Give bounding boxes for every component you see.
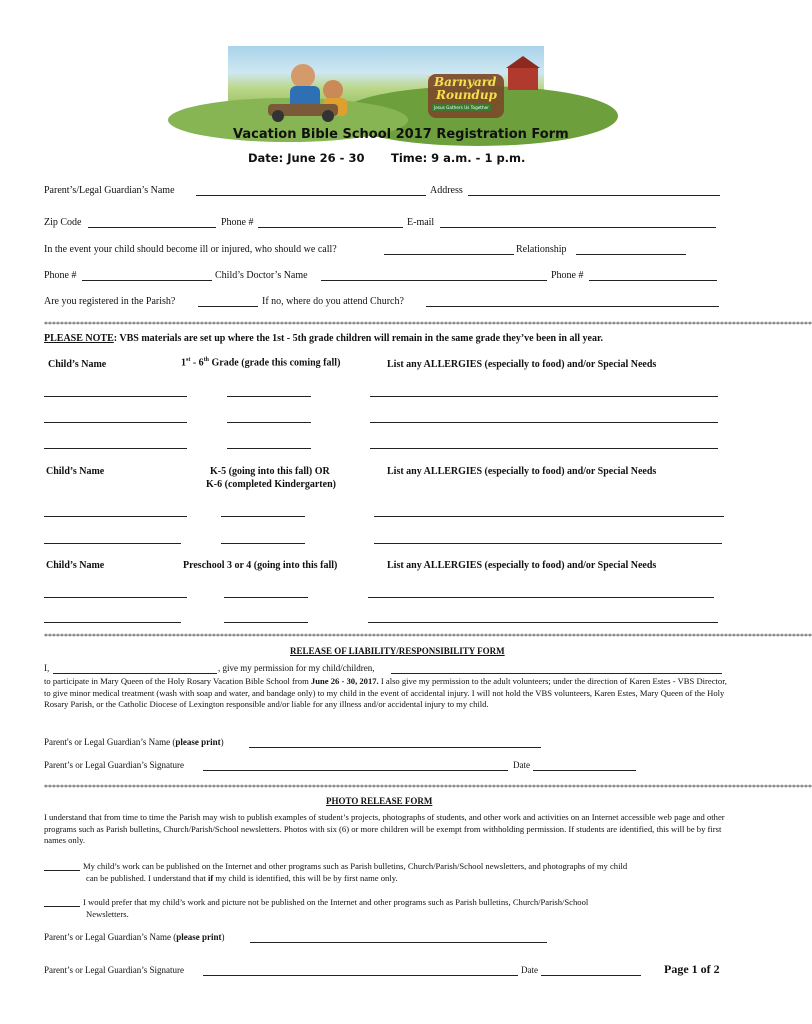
separator-stars: ************************************************************************************************************************************************************************************************: [44, 783, 812, 792]
release-date-label: Date: [513, 760, 530, 770]
release-sig-label: Parent’s or Legal Guardian’s Signature: [44, 760, 184, 770]
note-text: : VBS materials are set up where the 1st - 5th grade children will remain in the same grade they’ve been in all year.: [113, 333, 603, 344]
s1-child-2[interactable]: [44, 422, 187, 423]
photo-date-label: Date: [521, 965, 538, 975]
s1-grade-label: [181, 357, 340, 368]
event-time: Time: 9 a.m. - 1 p.m.: [391, 151, 526, 165]
zip-field[interactable]: [88, 227, 216, 228]
parent-name-label: Parent’s/Legal Guardian’s Name: [44, 185, 175, 196]
address-label: Address: [430, 185, 463, 196]
photo-date-field[interactable]: [541, 975, 641, 976]
s1-child-label: Child’s Name: [48, 359, 107, 370]
s3-child-2[interactable]: [44, 622, 181, 623]
s2-grade-2[interactable]: [221, 543, 305, 544]
s3-grade-2[interactable]: [224, 622, 308, 623]
photo-option2-a: I would prefer that my child’s work and picture not be published on the Internet and other programs such as Parish bulletins, Church/Parish/School: [83, 897, 589, 907]
release-para-a: to participate in Mary Queen of the Holy Rosary Vacation Bible School from: [44, 676, 311, 686]
photo-title: PHOTO RELEASE FORM: [326, 796, 433, 806]
rn-pre: Parent's or Legal Guardian’s Name (: [44, 737, 176, 747]
s3-child-label: Child’s Name: [46, 560, 105, 571]
photo-option1-a: My child’s work can be published on the Internet and other programs such as Parish bulletins, Church/Parish/School newsletters, and photographs of my child: [83, 861, 628, 871]
email-label: E-mail: [407, 217, 435, 228]
release-paragraph: [44, 676, 727, 711]
s1-grade-3[interactable]: [227, 448, 311, 449]
logo-tagline: Jesus Gathers Us Together: [434, 105, 489, 110]
release-title: RELEASE OF LIABILITY/RESPONSIBILITY FORM: [290, 646, 505, 656]
photo-option1-b: [86, 873, 398, 883]
s1-allergy-3[interactable]: [370, 448, 718, 449]
s2-grade-line1: K-5 (going into this fall) OR: [210, 466, 330, 477]
grade-mid: - 6: [190, 357, 204, 369]
grade-sup-st: st: [186, 357, 191, 363]
s1-allergy-2[interactable]: [370, 422, 718, 423]
s3-allergy-2[interactable]: [368, 622, 718, 623]
relationship-field[interactable]: [576, 254, 686, 255]
phone3-field[interactable]: [589, 280, 717, 281]
s1-allergy-1[interactable]: [370, 396, 718, 397]
page-number: Page 1 of 2: [664, 962, 720, 976]
zip-label: Zip Code: [44, 217, 82, 228]
event-date: Date: June 26 - 30: [248, 151, 365, 165]
phone3-label: Phone #: [551, 270, 584, 281]
emergency-contact-field[interactable]: [384, 254, 514, 255]
opt1-post: my child is identified, this will be by first name only.: [213, 873, 398, 883]
s2-child-1[interactable]: [44, 516, 187, 517]
release-children-field[interactable]: [391, 673, 722, 674]
s2-allergy-2[interactable]: [374, 543, 722, 544]
s3-child-1[interactable]: [44, 597, 187, 598]
photo-name-label: [44, 932, 224, 942]
s3-allergy-1[interactable]: [368, 597, 714, 598]
s1-child-3[interactable]: [44, 448, 187, 449]
photo-option2-b: Newsletters.: [86, 909, 129, 919]
photo-option2-checkline[interactable]: [44, 906, 80, 907]
s3-grade-1[interactable]: [224, 597, 308, 598]
s2-allergy-1[interactable]: [374, 516, 724, 517]
phone2-label: Phone #: [44, 270, 77, 281]
photo-signature-field[interactable]: [203, 975, 518, 976]
release-para-b: I also give my permission to the adult volunteers; under the direction of Karen Estes - VBS Director, to give minor medical treatment (wash with soap and water, and bandage only) to my child in the event of accidental injury. I will not hold the VBS volunteers, Karen Estes, Mary Queen of the Holy Rosary Parish, or the Catholic Diocese of Lexington responsible and/or liable for any illness and/or accidental injury to my child.: [44, 676, 727, 709]
parish-label: Are you registered in the Parish?: [44, 296, 176, 307]
separator-stars: ************************************************************************************************************************************************************************************************: [44, 632, 812, 641]
address-field[interactable]: [468, 195, 720, 196]
relationship-label: Relationship: [516, 244, 567, 255]
release-i-label: I,: [44, 663, 50, 673]
s2-child-2[interactable]: [44, 543, 181, 544]
grade-first: 1: [181, 357, 186, 369]
pn-pre: Parent’s or Legal Guardian’s Name (: [44, 932, 177, 942]
doctor-field[interactable]: [321, 280, 547, 281]
church-field[interactable]: [426, 306, 719, 307]
release-name-label: [44, 737, 224, 747]
s1-allergy-label: List any ALLERGIES (especially to food) and/or Special Needs: [387, 359, 657, 370]
release-guardian-name-field[interactable]: [249, 747, 541, 748]
doctor-label: Child’s Doctor’s Name: [215, 270, 308, 281]
release-signature-field[interactable]: [203, 770, 508, 771]
s2-grade-1[interactable]: [221, 516, 305, 517]
note-line: [44, 333, 603, 344]
parish-field[interactable]: [198, 306, 258, 307]
pn-bold: please print: [176, 932, 222, 942]
s1-grade-1[interactable]: [227, 396, 311, 397]
photo-sig-label: Parent’s or Legal Guardian’s Signature: [44, 965, 184, 975]
separator-stars: ************************************************************************************************************************************************************************************************: [44, 320, 812, 329]
phone-field[interactable]: [258, 227, 403, 228]
church-label: If no, where do you attend Church?: [262, 296, 404, 307]
release-date-field[interactable]: [533, 770, 636, 771]
rn-post: ): [220, 737, 224, 747]
s1-child-1[interactable]: [44, 396, 187, 397]
s3-grade-label: Preschool 3 or 4 (going into this fall): [183, 560, 338, 571]
logo-line-2: Roundup: [436, 88, 497, 102]
s1-grade-2[interactable]: [227, 422, 311, 423]
release-name-field[interactable]: [53, 673, 217, 674]
photo-guardian-name-field[interactable]: [250, 942, 547, 943]
photo-intro: I understand that from time to time the Parish may wish to publish examples of student’s projects, photographs of students, and other work and activities on an Internet accessible web page and other programs such as Parish bulletins, Church/Parish/School newsletters. Photos with six (6) or more children will be exempt from withholding permission. If students are identified, this will be by first names only.: [44, 812, 725, 845]
s2-grade-line2: K-6 (completed Kindergarten): [206, 479, 336, 490]
note-lead: PLEASE NOTE: [44, 333, 114, 344]
opt1-bold: if: [207, 873, 214, 883]
s2-child-label: Child’s Name: [46, 466, 105, 477]
opt1-pre: can be published. I understand that: [86, 873, 208, 883]
s2-allergy-label: List any ALLERGIES (especially to food) and/or Special Needs: [387, 466, 657, 477]
emergency-contact-label: In the event your child should become ill or injured, who should we call?: [44, 244, 337, 255]
photo-option1-checkline[interactable]: [44, 870, 80, 871]
vbs-banner-image: [228, 46, 544, 122]
rn-bold: please print: [175, 737, 221, 747]
email-field[interactable]: [440, 227, 716, 228]
release-dates: June 26 - 30, 2017.: [310, 676, 379, 686]
form-title: Vacation Bible School 2017 Registration Form: [233, 127, 569, 142]
parent-name-field[interactable]: [196, 195, 426, 196]
s3-allergy-label: List any ALLERGIES (especially to food) and/or Special Needs: [387, 560, 657, 571]
phone2-field[interactable]: [82, 280, 212, 281]
logo-line-1: Barnyard: [434, 75, 497, 89]
phone-label: Phone #: [221, 217, 254, 228]
grade-post: Grade (grade this coming fall): [209, 357, 341, 369]
pn-post: ): [221, 932, 225, 942]
release-permission-text: , give my permission for my child/children,: [218, 663, 375, 673]
grade-sup-th: th: [203, 357, 210, 363]
